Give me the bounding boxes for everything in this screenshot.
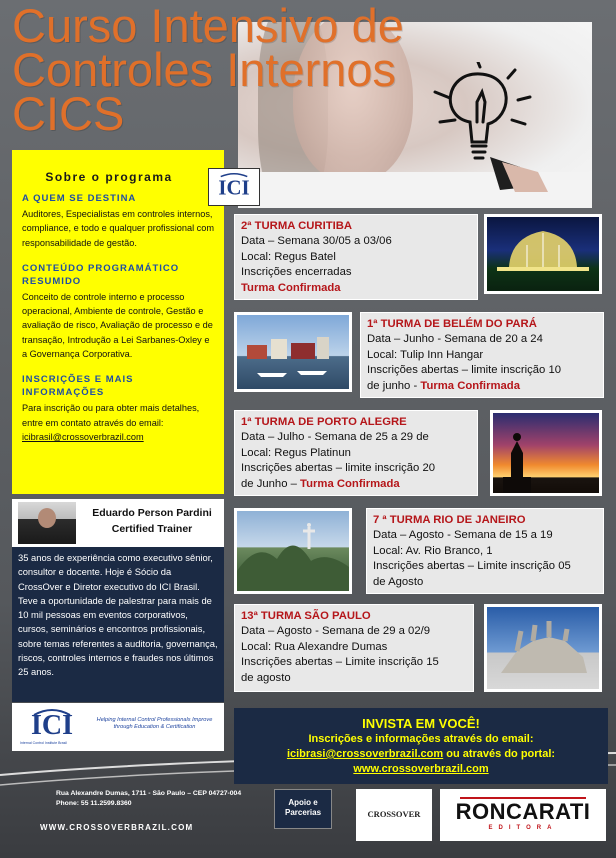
page-title: Curso Intensivo de Controles Internos CICS (12, 0, 404, 140)
audience-text: Auditores, Especialistas em controles internos, compliance, e todo e qualquer profissional com responsabilidade de gestão. (22, 209, 215, 248)
rio-photo (234, 508, 352, 594)
class-deadline: de agosto (241, 671, 291, 684)
class-date: Data – Julho - Semana de 25 a 29 de (241, 431, 429, 444)
class-card-rio (366, 508, 604, 594)
invest-box (234, 708, 608, 784)
invest-site-row (234, 762, 608, 777)
ici-footer-logo (12, 703, 224, 751)
invest-line: Inscrições e informações através do email: (308, 733, 534, 745)
curitiba-photo (484, 214, 602, 294)
program-heading: Sobre o programa (45, 170, 173, 184)
invest-portal-text: ou através do portal: (443, 748, 556, 760)
monument-image (487, 607, 599, 689)
class-card-curitiba (234, 214, 478, 300)
ici-logo-mark-text: ICI (30, 710, 74, 741)
class-deadline (241, 477, 471, 492)
ici-logo (208, 168, 260, 206)
program-panel (12, 150, 224, 494)
class-card-sao-paulo (234, 604, 474, 692)
class-confirmed: Turma Confirmada (300, 477, 400, 490)
class-date: Data – Agosto - Semana de 15 a 19 (373, 529, 553, 542)
trainer-card (12, 499, 224, 547)
belem-photo (234, 312, 352, 392)
roncarati-subtitle: EDITORA (488, 825, 558, 831)
class-confirmed: Turma Confirmada (241, 281, 341, 294)
crossover-logo-text: CROSSOVER (367, 809, 421, 819)
invest-heading: INVISTA EM VOCÊ! (362, 716, 480, 731)
audience-heading: A QUEM SE DESTINA (22, 193, 137, 204)
class-card-belem (360, 312, 604, 398)
trainer-role: Certified Trainer (111, 523, 193, 535)
ici-subtitle: Internal Control Institute Brasil (20, 741, 67, 745)
class-registration: Inscrições abertas – limite inscrição 20 (241, 462, 436, 475)
class-title: 7 ª TURMA RIO DE JANEIRO (373, 514, 526, 526)
invest-site-link[interactable]: www.crossoverbrazil.com (353, 763, 489, 775)
sao-paulo-photo (484, 604, 602, 692)
address-line: Rua Alexandre Dumas, 1711 - São Paulo – CEP 04727-004 (56, 790, 242, 797)
class-location: Local: Rua Alexandre Dumas (241, 640, 388, 653)
invest-contacts (234, 747, 608, 762)
crossover-logo (356, 789, 432, 841)
class-location: Local: Av. Rio Branco, 1 (373, 544, 493, 557)
registration-text (22, 401, 216, 444)
class-card-porto-alegre (234, 410, 478, 496)
class-location: Local: Regus Platinun (241, 446, 351, 459)
class-deadline (367, 379, 597, 394)
invest-email-link[interactable]: icibrasi@crossoverbrazil.com (286, 748, 444, 760)
class-date: Data – Agosto - Semana de 29 a 02/9 (241, 625, 431, 638)
registration-heading: INSCRIÇÕES E MAIS INFORMAÇÕES (22, 374, 134, 399)
trainer-name: Eduardo Person Pardini (92, 507, 212, 519)
class-title: 2ª TURMA CURITIBA (241, 220, 353, 232)
class-confirmed: Turma Confirmada (420, 379, 520, 392)
phone-line: Phone: 55 11.2599.8360 (56, 800, 132, 807)
roncarati-logo (440, 789, 606, 841)
ici-logo-text: ICI (218, 175, 250, 200)
class-registration: Inscrições abertas – Limite inscrição 15 (241, 656, 439, 669)
class-location: Local: Regus Batel (241, 250, 336, 263)
content-heading: CONTEÚDO PROGRAMÁTICO RESUMIDO (22, 262, 180, 287)
class-deadline: de Agosto (373, 575, 424, 588)
statue-image (493, 413, 599, 493)
class-registration: Inscrições encerradas (241, 266, 352, 279)
trainer-avatar (18, 502, 76, 544)
roncarati-logo-text: RONCARATI (455, 799, 591, 824)
class-title: 1ª TURMA DE BELÉM DO PARÁ (367, 318, 537, 330)
footer-site[interactable]: WWW.CROSSOVERBRAZIL.COM (40, 823, 194, 832)
trainer-bio: 35 anos de experiência como executivo sênior, consultor e docente. Hoje é Sócio da CrossOver e Diretor executivo do ICI Brasil. Teve a oportunidade de palestrar para mais de 10 mil pessoas em eventos corporativos, cursos, seminários e encontros profissionais, sobre temas referentes a auditoria, governança, riscos, controles internos e fraudes nos últimos 25 anos. (12, 547, 224, 702)
class-title: 1ª TURMA DE PORTO ALEGRE (241, 416, 407, 428)
harbor-image (237, 315, 349, 389)
class-date: Data – Semana 30/05 a 03/06 (241, 235, 392, 248)
porto-alegre-photo (490, 410, 602, 496)
class-location: Local: Tulip Inn Hangar (367, 348, 484, 361)
registration-email-link[interactable]: icibrasil@crossoverbrazil.com (22, 431, 144, 442)
class-registration: Inscrições abertas – limite inscrição 10 (367, 364, 562, 377)
trainer-name-block (80, 505, 224, 537)
ici-logo-mark (24, 707, 80, 741)
class-registration: Inscrições abertas – Limite inscrição 05 (373, 560, 571, 573)
ici-tagline: Helping Internal Control Professionals Improve through Education & Certification (96, 717, 213, 730)
greenhouse-image (487, 217, 599, 291)
registration-text-body: Para inscrição ou para obter mais detalhes, entre em contato através do email: (22, 403, 200, 428)
class-deadline-text: de junho - (367, 379, 421, 392)
partners-label: Apoio e Parcerias (274, 789, 332, 829)
footer-address (56, 789, 241, 809)
class-deadline-text: de Junho – (241, 477, 301, 490)
class-date: Data – Junho - Semana de 20 a 24 (367, 333, 543, 346)
christ-redeemer-image (237, 511, 349, 591)
class-title: 13ª TURMA SÃO PAULO (241, 610, 371, 622)
content-text: Conceito de controle interno e processo operacional, Ambiente de controle, Gestão e avaliação de risco, Avaliação de processo e de transação, Introdução a Lei Sarbanes-Oxley e a Governança Corporativa. (22, 291, 213, 360)
